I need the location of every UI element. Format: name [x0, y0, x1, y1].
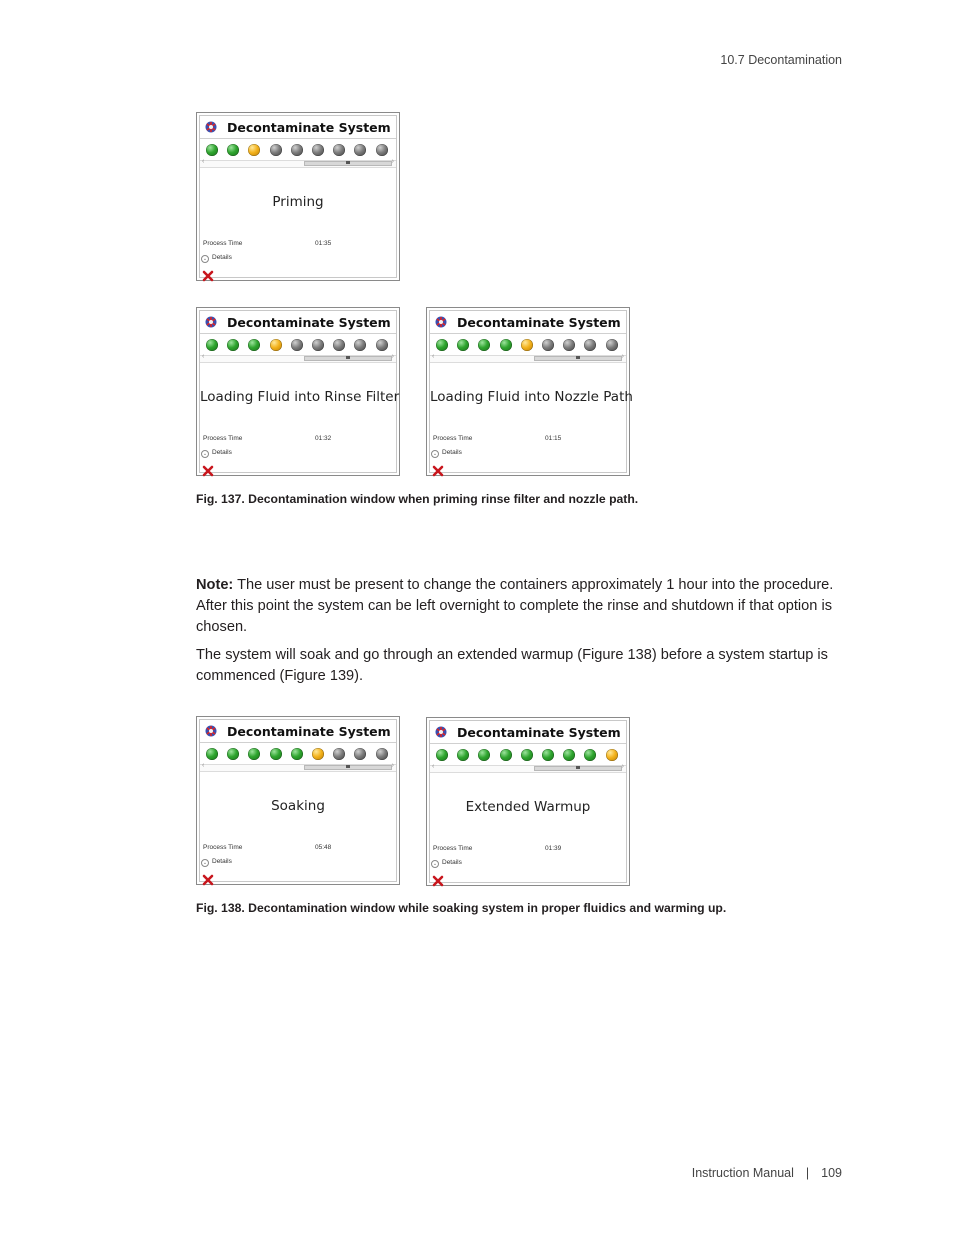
figure-137-caption: Fig. 137. Decontamination window when priming rinse filter and nozzle path.	[196, 492, 639, 506]
status-text: Loading Fluid into Rinse Filter	[200, 389, 400, 405]
window-frame	[429, 310, 633, 473]
expand-chevron-icon[interactable]: ⌄	[202, 256, 208, 262]
step-indicator-done	[500, 749, 512, 761]
scroll-thumb[interactable]	[304, 356, 392, 361]
scroll-left-icon[interactable]: ‹	[202, 158, 205, 165]
grip-icon	[346, 161, 350, 164]
details-label: Details	[442, 859, 462, 866]
step-indicator-done	[457, 339, 469, 351]
step-indicator-pending	[542, 339, 554, 351]
note-paragraph	[196, 575, 842, 637]
process-time-label: Process Time	[203, 844, 243, 851]
window-frame	[199, 115, 397, 278]
footer-separator: |	[805, 1166, 810, 1180]
process-time-value: 01:39	[545, 845, 562, 852]
window-title: Decontaminate System	[227, 315, 391, 330]
horizontal-scrollbar[interactable]	[430, 765, 626, 773]
step-indicator-done	[436, 339, 448, 351]
step-indicator-done	[248, 748, 260, 760]
step-indicator-pending	[312, 339, 324, 351]
details-label: Details	[442, 449, 462, 456]
expand-chevron-icon[interactable]: ⌄	[202, 860, 208, 866]
window-title: Decontaminate System	[227, 724, 391, 739]
grip-icon	[346, 356, 350, 359]
app-logo-icon	[204, 315, 218, 329]
window-title: Decontaminate System	[227, 120, 391, 135]
window-frame	[199, 310, 400, 473]
step-indicator-pending	[376, 144, 388, 156]
status-text: Soaking	[271, 798, 325, 814]
scroll-right-icon[interactable]: ›	[391, 158, 394, 165]
step-indicator-done	[500, 339, 512, 351]
step-indicator-pending	[606, 339, 618, 351]
step-indicator-done	[206, 748, 218, 760]
step-indicator-pending	[333, 748, 345, 760]
progress-steps	[436, 339, 618, 351]
process-time-value: 01:35	[315, 240, 332, 247]
horizontal-scrollbar[interactable]	[200, 355, 396, 363]
app-logo-icon	[204, 120, 218, 134]
app-logo-icon	[204, 724, 218, 738]
cancel-close-icon[interactable]	[432, 874, 444, 886]
cancel-close-icon[interactable]	[432, 464, 444, 476]
step-indicator-pending	[354, 748, 366, 760]
scroll-right-icon[interactable]: ›	[391, 762, 394, 769]
page-footer	[692, 1166, 842, 1180]
step-indicator-pending	[270, 144, 282, 156]
step-indicator-done	[521, 749, 533, 761]
footer-label: Instruction Manual	[691, 1166, 794, 1180]
step-indicator-done	[270, 748, 282, 760]
process-time-label: Process Time	[203, 240, 243, 247]
app-logo-icon	[434, 725, 448, 739]
details-label: Details	[212, 449, 232, 456]
grip-icon	[576, 356, 580, 359]
cancel-close-icon[interactable]	[202, 873, 214, 885]
step-indicator-pending	[354, 339, 366, 351]
progress-steps	[206, 748, 388, 760]
scroll-right-icon[interactable]: ›	[621, 353, 624, 360]
step-indicator-pending	[291, 144, 303, 156]
progress-steps	[436, 749, 618, 761]
process-time-value: 05:48	[315, 844, 332, 851]
step-indicator-active	[312, 748, 324, 760]
window-frame	[429, 720, 627, 883]
horizontal-scrollbar[interactable]	[200, 160, 396, 168]
step-indicator-pending	[354, 144, 366, 156]
app-logo-icon	[434, 315, 448, 329]
step-indicator-done	[227, 748, 239, 760]
step-indicator-active	[270, 339, 282, 351]
decontaminate-window-priming	[196, 112, 400, 281]
process-time-label: Process Time	[203, 435, 243, 442]
scroll-right-icon[interactable]: ›	[391, 353, 394, 360]
step-indicator-active	[248, 144, 260, 156]
scroll-thumb[interactable]	[534, 766, 622, 771]
step-indicator-done	[478, 749, 490, 761]
step-indicator-done	[206, 144, 218, 156]
step-indicator-pending	[333, 144, 345, 156]
step-indicator-active	[521, 339, 533, 351]
decontaminate-window-nozzle-path	[426, 307, 633, 476]
step-indicator-pending	[376, 748, 388, 760]
running-header: 10.7 Decontamination	[720, 53, 842, 67]
step-indicator-done	[436, 749, 448, 761]
process-time-value: 01:32	[315, 435, 332, 442]
title-bar	[430, 721, 626, 744]
decontaminate-window-extended-warmup	[426, 717, 630, 886]
step-indicator-done	[248, 339, 260, 351]
step-indicator-pending	[333, 339, 345, 351]
status-text: Extended Warmup	[465, 799, 591, 815]
window-title: Decontaminate System	[457, 315, 621, 330]
scroll-left-icon[interactable]: ‹	[202, 762, 205, 769]
scroll-left-icon[interactable]: ‹	[202, 353, 205, 360]
step-indicator-done	[227, 144, 239, 156]
progress-steps	[206, 144, 388, 156]
note-label: Note:	[196, 577, 234, 593]
status-text: Priming	[272, 194, 324, 210]
step-indicator-pending	[291, 339, 303, 351]
status-text: Loading Fluid into Nozzle Path	[430, 389, 633, 405]
scroll-left-icon[interactable]: ‹	[432, 353, 435, 360]
scroll-thumb[interactable]	[304, 765, 392, 770]
step-indicator-pending	[563, 339, 575, 351]
window-title: Decontaminate System	[457, 725, 621, 740]
step-indicator-done	[457, 749, 469, 761]
step-indicator-done	[584, 749, 596, 761]
step-indicator-done	[291, 748, 303, 760]
process-time-label: Process Time	[433, 845, 473, 852]
step-indicator-done	[227, 339, 239, 351]
decontaminate-window-rinse-filter	[196, 307, 400, 476]
step-indicator-pending	[376, 339, 388, 351]
scroll-right-icon[interactable]: ›	[621, 763, 624, 770]
horizontal-scrollbar[interactable]	[430, 355, 626, 363]
step-indicator-done	[542, 749, 554, 761]
step-indicator-done	[478, 339, 490, 351]
title-bar	[200, 116, 396, 139]
note-text: The user must be present to change the containers approximately 1 hour into the procedure. After this point the system can be left overnight to complete the rinse and shutdown if that option is chosen.	[196, 577, 834, 635]
step-indicator-pending	[312, 144, 324, 156]
figure-138-caption: Fig. 138. Decontamination window while soaking system in proper fluidics and warming up.	[196, 901, 727, 915]
scroll-left-icon[interactable]: ‹	[432, 763, 435, 770]
scroll-thumb[interactable]	[304, 161, 392, 166]
horizontal-scrollbar[interactable]	[200, 764, 396, 772]
step-indicator-active	[606, 749, 618, 761]
grip-icon	[346, 765, 350, 768]
progress-steps	[206, 339, 388, 351]
details-label: Details	[212, 254, 232, 261]
process-time-label: Process Time	[433, 435, 473, 442]
title-bar	[200, 311, 396, 334]
cancel-close-icon[interactable]	[202, 269, 214, 281]
page-number: 109	[821, 1166, 842, 1180]
process-time-value: 01:15	[545, 435, 562, 442]
warmup-paragraph: The system will soak and go through an extended warmup (Figure 138) before a system startup is commenced (Figure 139).	[196, 647, 828, 684]
expand-chevron-icon[interactable]: ⌄	[202, 451, 208, 457]
window-frame	[199, 719, 397, 882]
expand-chevron-icon[interactable]: ⌄	[432, 861, 438, 867]
step-indicator-pending	[584, 339, 596, 351]
expand-chevron-icon[interactable]: ⌄	[432, 451, 438, 457]
cancel-close-icon[interactable]	[202, 464, 214, 476]
title-bar	[430, 311, 626, 334]
title-bar	[200, 720, 396, 743]
grip-icon	[576, 766, 580, 769]
decontaminate-window-soaking	[196, 716, 400, 885]
step-indicator-done	[206, 339, 218, 351]
scroll-thumb[interactable]	[534, 356, 622, 361]
step-indicator-done	[563, 749, 575, 761]
details-label: Details	[212, 858, 232, 865]
